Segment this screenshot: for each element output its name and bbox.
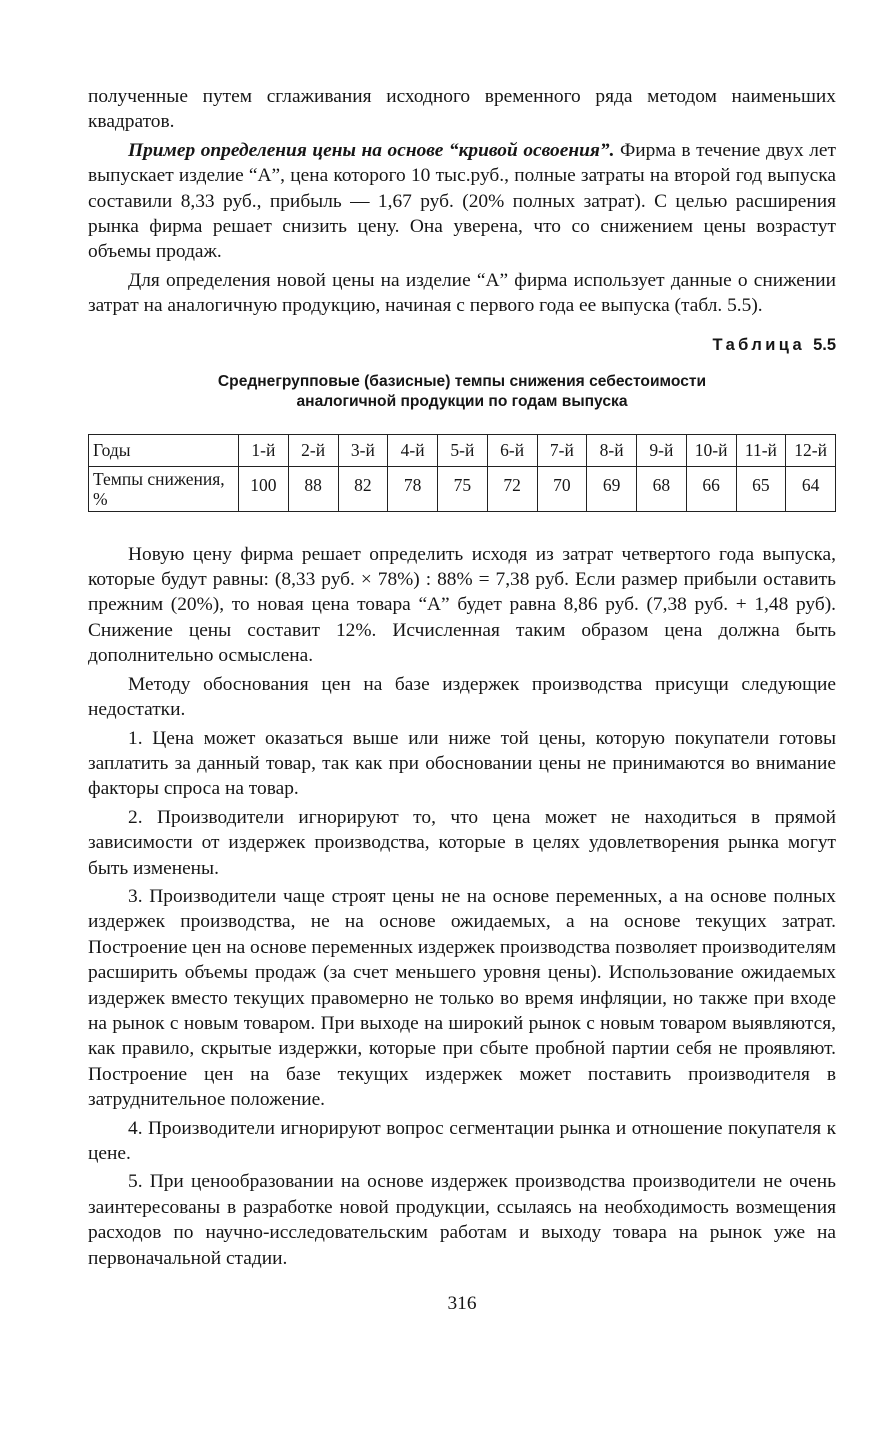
year-cell: 5-й — [438, 434, 488, 466]
year-cell: 3-й — [338, 434, 388, 466]
table-caption-line-2: аналогичной продукции по годам выпуска — [296, 392, 628, 410]
year-cell: 12-й — [786, 434, 836, 466]
example-paragraph — [88, 138, 836, 265]
year-cell: 8-й — [587, 434, 637, 466]
rate-cell: 100 — [239, 466, 289, 511]
rate-cell: 65 — [736, 466, 786, 511]
page-number: 316 — [447, 1293, 477, 1315]
table-caption — [88, 372, 836, 412]
rate-cell: 68 — [637, 466, 687, 511]
rate-cell: 66 — [686, 466, 736, 511]
drawback-item-1: 1. Цена может оказаться выше или ниже той цены, которую покупатели готовы заплатить за данный товар, так как при обосновании цены не принимаются во внимание факторы спроса на товар. — [88, 727, 836, 800]
data-source-paragraph: Для определения новой цены на изделие “А” фирма использует данные о снижении затрат на аналогичную продукцию, начиная с первого года ее выпуска (табл. 5.5). — [88, 269, 836, 317]
year-cell: 10-й — [686, 434, 736, 466]
new-price-paragraph: Новую цену фирма решает определить исходя из затрат четвертого года выпуска, которые будут равны: (8,33 руб. × 78%) : 88% = 7,38 руб. Если размер прибыли оставить прежним (20%), то новая цена товара “А” будет равна 8,86 руб. (7,38 руб. + 1,48 руб). Снижение цены составит 12%. Исчисленная таким образом цена должна быть дополнительно осмыслена. — [88, 543, 836, 667]
table-number: 5.5 — [813, 335, 836, 354]
year-cell: 6-й — [487, 434, 537, 466]
rate-cell: 78 — [388, 466, 438, 511]
row-header-rates: Темпы снижения, % — [89, 466, 239, 511]
drawback-item-3: 3. Производители чаще строят цены не на основе переменных, а на основе полных издержек производства, не на основе ожидаемых, а на основе текущих затрат. Построение цен на основе переменных издержек производства позволяет производителям расширить объемы продаж (за счет меньшего уровня цены). Использование ожидаемых издержек вместо текущих правомерно не только во время инфляции, но также при входе на рынок с новым товаром. При выходе на широкий рынок с новым товаром выявляются, как правило, скрытые издержки, которые при сбыте пробной партии себя не проявляют. Построение цен на базе текущих издержек может поставить производителя в затруднительное положение. — [88, 885, 836, 1111]
year-cell: 7-й — [537, 434, 587, 466]
year-cell: 1-й — [239, 434, 289, 466]
table-label-word: Таблица — [712, 335, 806, 354]
year-cell: 4-й — [388, 434, 438, 466]
table-row-years — [89, 434, 836, 466]
rate-cell: 82 — [338, 466, 388, 511]
rate-cell: 69 — [587, 466, 637, 511]
cost-reduction-table — [88, 434, 836, 512]
year-cell: 11-й — [736, 434, 786, 466]
row-header-years: Годы — [89, 434, 239, 466]
rate-cell: 75 — [438, 466, 488, 511]
table-caption-line-1: Среднегрупповые (базисные) темпы снижения себестоимости — [217, 372, 707, 390]
rate-cell: 64 — [786, 466, 836, 511]
year-cell: 9-й — [637, 434, 687, 466]
year-cell: 2-й — [288, 434, 338, 466]
rate-cell: 70 — [537, 466, 587, 511]
rate-cell: 72 — [487, 466, 537, 511]
rate-cell: 88 — [288, 466, 338, 511]
example-heading: Пример определения цены на основе “кривой освоения”. — [128, 139, 615, 161]
drawback-item-2: 2. Производители игнорируют то, что цена может не находиться в прямой зависимости от издержек производства, которые в целях удовлетворения рынка могут быть изменены. — [88, 806, 836, 879]
book-page — [88, 84, 836, 1316]
drawback-item-4: 4. Производители игнорируют вопрос сегментации рынка и отношение покупателя к цене. — [88, 1117, 836, 1164]
drawback-item-5: 5. При ценообразовании на основе издержек производства производители не очень заинтересованы в разработке новой продукции, ссылаясь на необходимость возмещения расходов по научно-исследовательским работам и выходу товара на рынок уже на первоначальной стадии. — [88, 1171, 836, 1269]
drawbacks-intro-paragraph: Методу обоснования цен на базе издержек производства присущи следующие недостатки. — [88, 673, 836, 721]
example-text: Фирма в течение двух лет выпускает изделие “А”, цена которого 10 тыс.руб., полные затраты на второй год выпуска составили 8,33 руб., прибыль — 1,67 руб. (20% полных затрат). С целью расширения рынка фирма решает снизить цену. Она уверена, что со снижением цены возрастут объемы продаж. — [88, 139, 836, 263]
table-row-rates — [89, 466, 836, 511]
table-label — [88, 334, 836, 356]
intro-paragraph: полученные путем сглаживания исходного временного ряда методом наименьших квадратов. — [88, 86, 836, 133]
